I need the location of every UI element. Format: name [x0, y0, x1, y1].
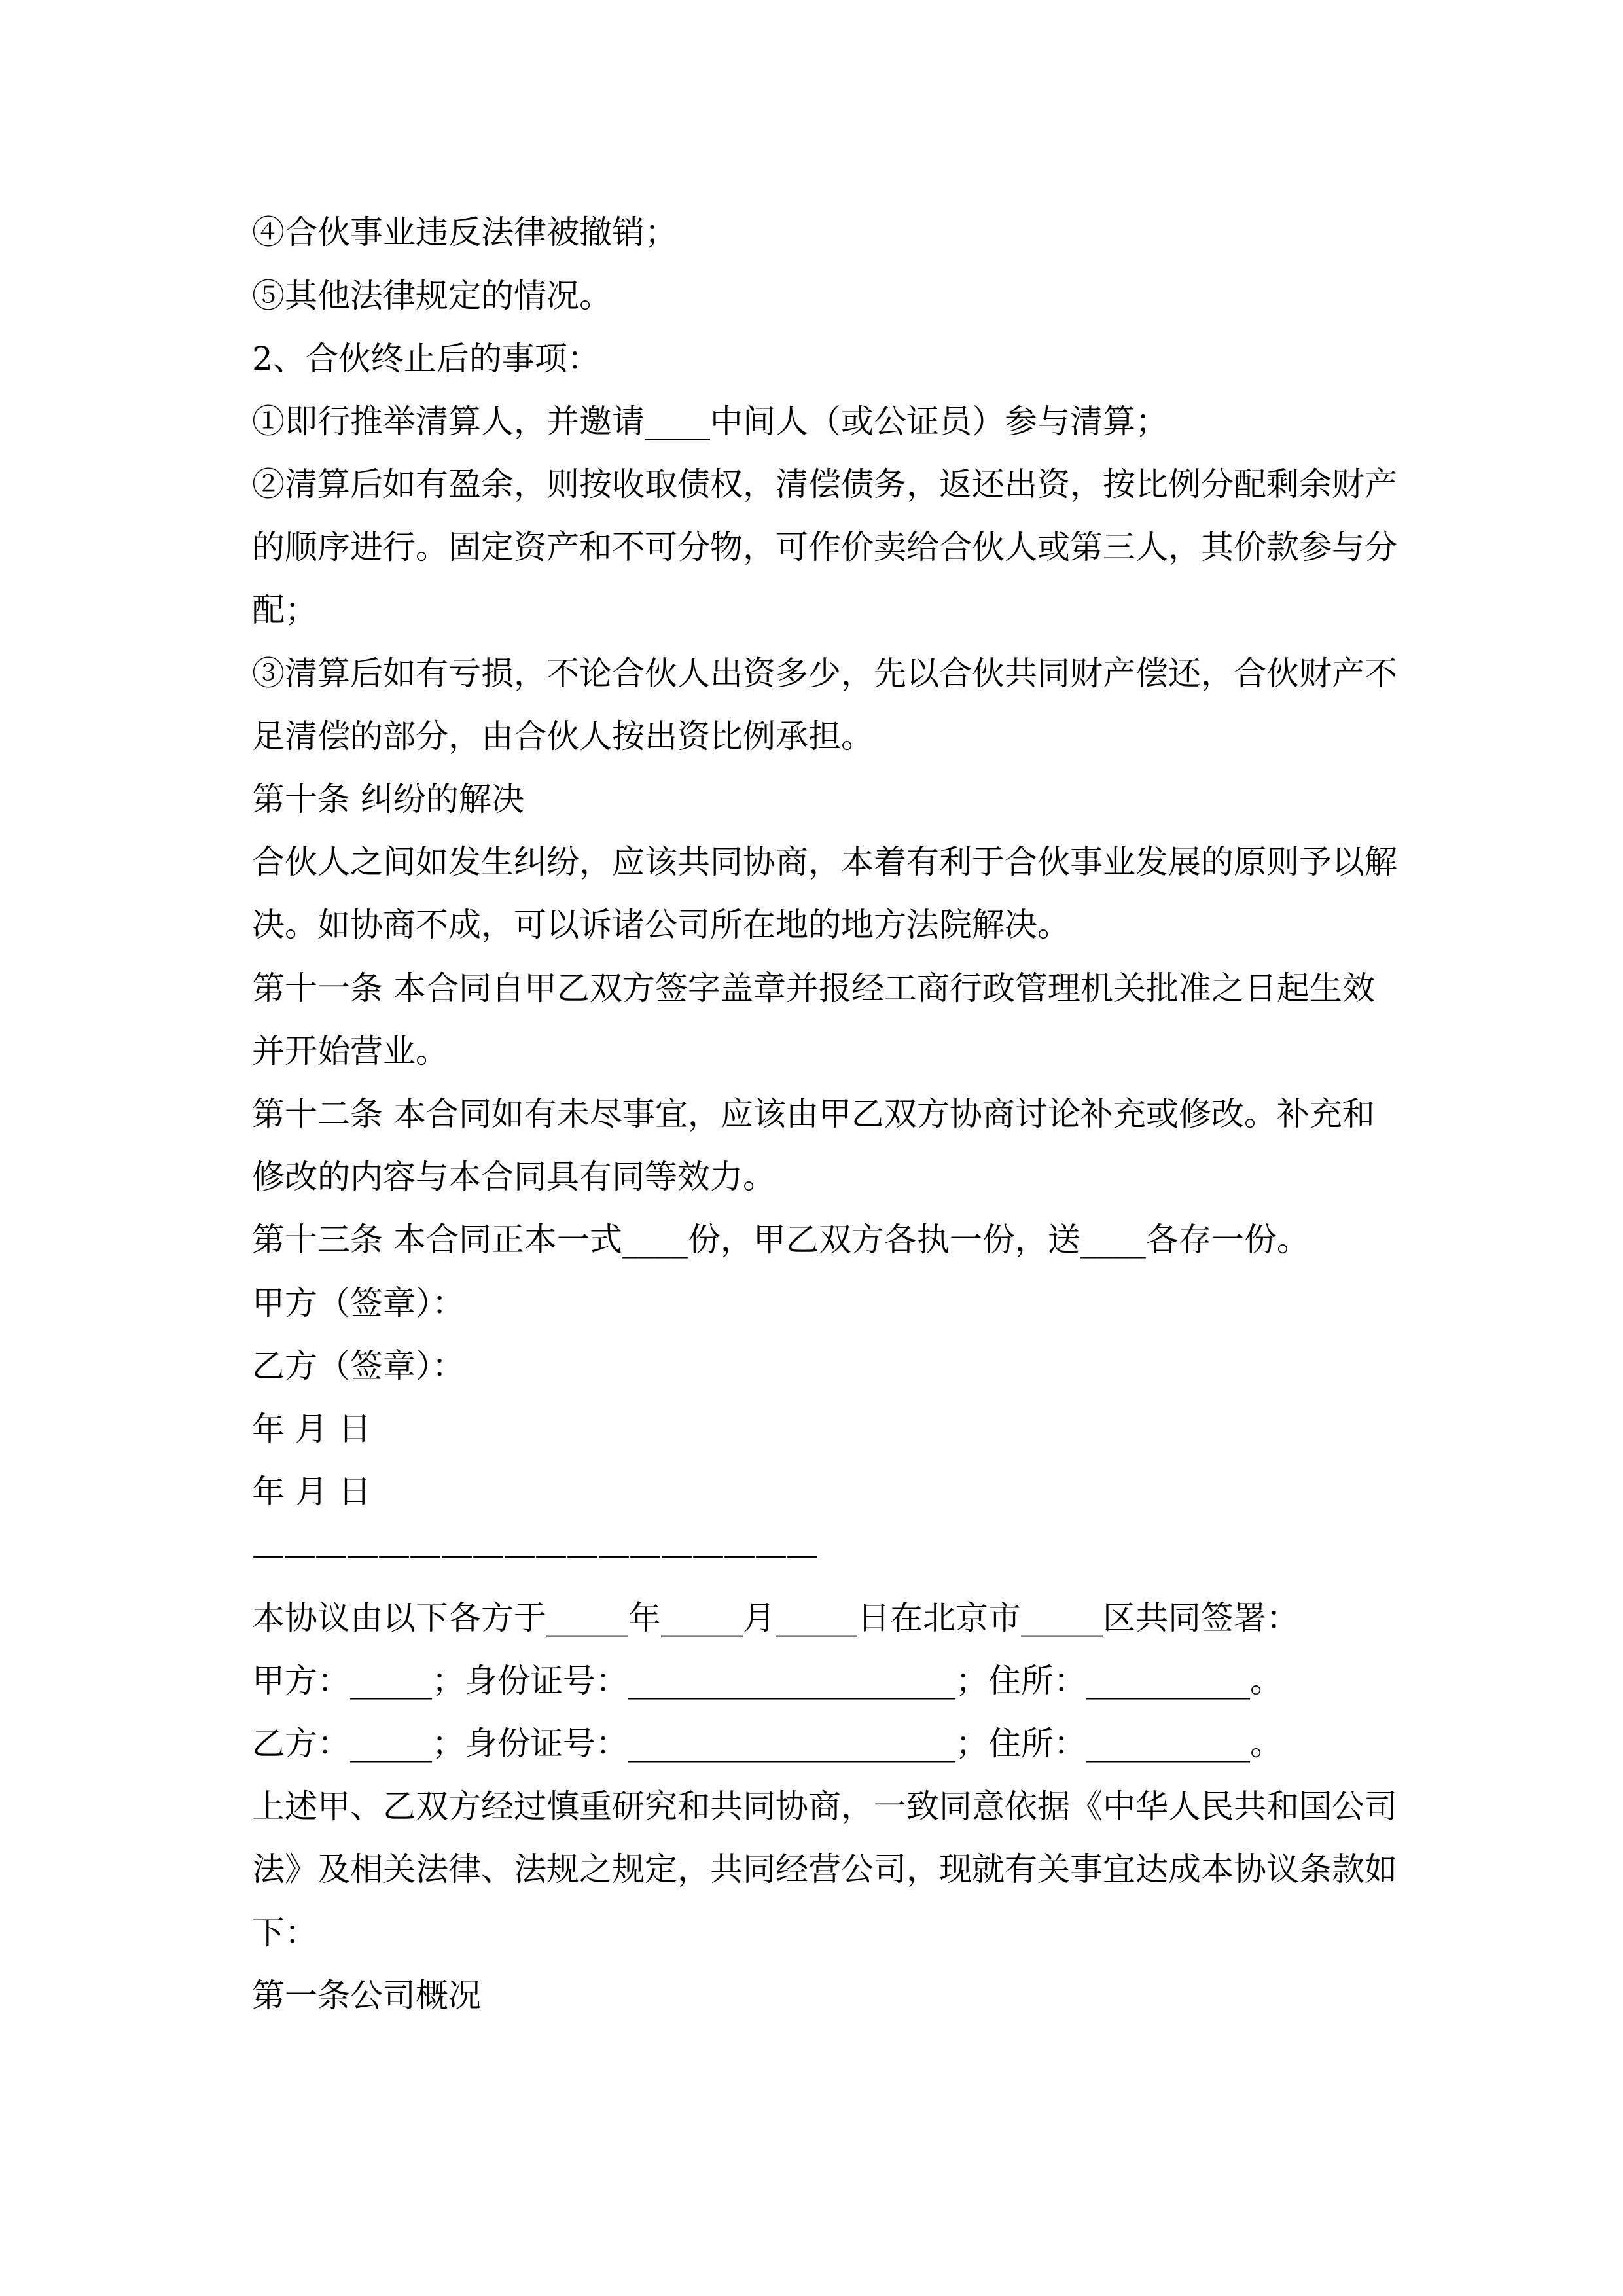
text-line: 配；	[252, 591, 317, 629]
text-line: 合伙人之间如发生纠纷，应该共同协商，本着有利于合伙事业发展的原则予以解	[252, 843, 1397, 881]
section-heading: 第一条公司概况	[252, 1977, 481, 2015]
date-line: 年 月 日	[252, 1410, 371, 1448]
signature-party-a: 甲方（签章）：	[252, 1284, 465, 1322]
text-line: 第十一条 本合同自甲乙双方签字盖章并报经工商行政管理机关批准之日起生效	[252, 969, 1375, 1007]
text-line: 修改的内容与本合同具有同等效力。	[252, 1158, 776, 1196]
section-heading: 第十条 纠纷的解决	[252, 780, 524, 818]
text-line: 上述甲、乙双方经过慎重研究和共同协商，一致同意依据《中华人民共和国公司	[252, 1787, 1397, 1825]
text-line: 第十二条 本合同如有未尽事宜，应该由甲乙双方协商讨论补充或修改。补充和	[252, 1095, 1375, 1133]
text-line: 足清偿的部分，由合伙人按出资比例承担。	[252, 717, 874, 755]
signature-party-b: 乙方（签章）：	[252, 1347, 465, 1385]
date-line: 年 月 日	[252, 1473, 371, 1511]
text-line: ④合伙事业违反法律被撤销；	[252, 213, 677, 251]
text-line: ①即行推举清算人，并邀请____中间人（或公证员）参与清算；	[252, 403, 1168, 440]
party-a-info: 甲方：_____；身份证号：____________________；住所：__________。	[252, 1662, 1283, 1700]
text-line: 第十三条 本合同正本一式____份，甲乙双方各执一份，送____各存一份。	[252, 1221, 1310, 1259]
text-line: ②清算后如有盈余，则按收取债权，清偿债务，返还出资，按比例分配剩余财产	[252, 465, 1397, 503]
text-line: 2、合伙终止后的事项：	[252, 340, 600, 378]
text-line: 并开始营业。	[252, 1032, 448, 1070]
text-line: 本协议由以下各方于_____年_____月_____日在北京市_____区共同签署：	[252, 1599, 1299, 1637]
text-line: ⑤其他法律规定的情况。	[252, 277, 612, 315]
text-line: ③清算后如有亏损，不论合伙人出资多少，先以合伙共同财产偿还，合伙财产不	[252, 655, 1397, 692]
separator-line: ——————————————————	[252, 1535, 817, 1573]
text-line: 下：	[252, 1914, 317, 1952]
text-line: 的顺序进行。固定资产和不可分物，可作价卖给合伙人或第三人，其价款参与分	[252, 528, 1397, 566]
text-line: 法》及相关法律、法规之规定，共同经营公司，现就有关事宜达成本协议条款如	[252, 1850, 1397, 1888]
text-line: 决。如协商不成，可以诉诸公司所在地的地方法院解决。	[252, 906, 1070, 944]
party-b-info: 乙方：_____；身份证号：____________________；住所：__________。	[252, 1725, 1283, 1763]
